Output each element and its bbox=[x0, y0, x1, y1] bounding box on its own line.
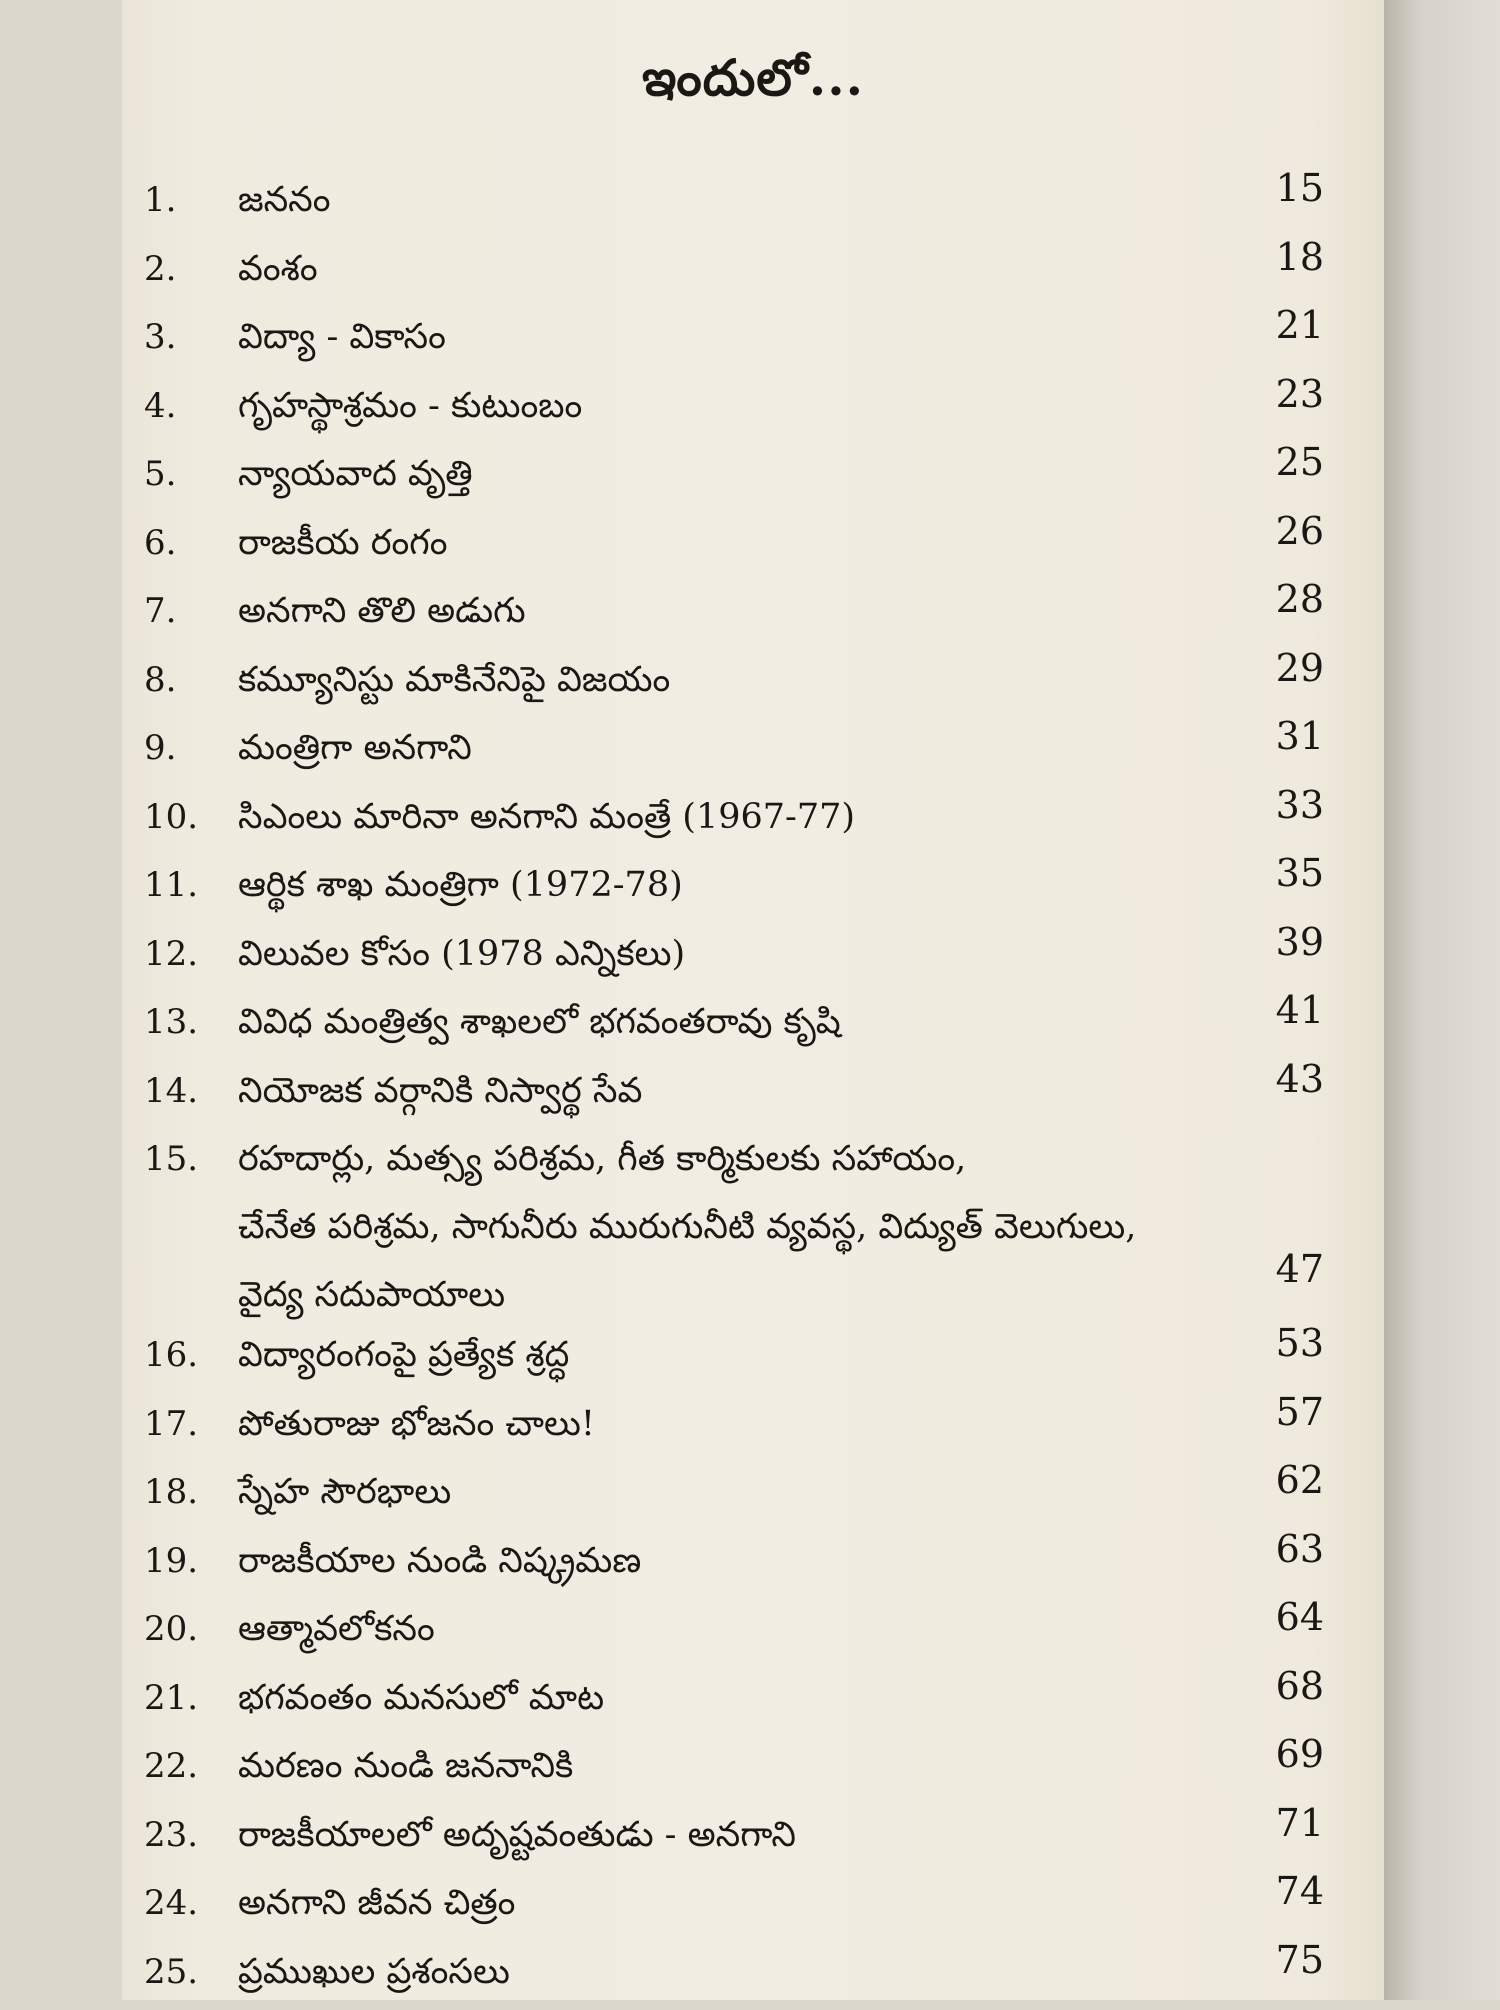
table-of-contents bbox=[144, 170, 1324, 2010]
entry-page-number: 18 bbox=[1276, 227, 1324, 287]
entry-title: రాజకీయ రంగం bbox=[234, 513, 1324, 573]
entry-page-number: 21 bbox=[1276, 295, 1324, 355]
toc-entry bbox=[144, 1394, 1324, 1463]
entry-number: 20. bbox=[144, 1599, 234, 1659]
toc-entry bbox=[144, 1325, 1324, 1394]
toc-entry bbox=[144, 1462, 1324, 1531]
entry-title: రాజకీయాలలో అదృష్టవంతుడు - అనగాని bbox=[234, 1805, 1324, 1865]
entry-title: రాజకీయాల నుండి నిష్క్రమణ bbox=[234, 1531, 1324, 1591]
entry-number: 7. bbox=[144, 581, 234, 641]
toc-entry bbox=[144, 1061, 1324, 1130]
toc-entry bbox=[144, 239, 1324, 308]
entry-number: 5. bbox=[144, 444, 234, 504]
entry-page-number: 28 bbox=[1276, 569, 1324, 629]
entry-page-number: 64 bbox=[1276, 1587, 1324, 1647]
entry-title: వంశం bbox=[234, 239, 1324, 299]
entry-page-number: 23 bbox=[1276, 364, 1324, 424]
entry-number: 11. bbox=[144, 855, 234, 915]
page-title: ఇందులో... bbox=[122, 48, 1384, 120]
entry-title: గృహస్థాశ్రమం - కుటుంబం bbox=[234, 376, 1324, 436]
entry-number: 3. bbox=[144, 307, 234, 367]
entry-page-number: 71 bbox=[1276, 1793, 1324, 1853]
entry-number: 19. bbox=[144, 1531, 234, 1591]
entry-number: 1. bbox=[144, 170, 234, 230]
entry-title: న్యాయవాద వృత్తి bbox=[234, 444, 1324, 504]
entry-title: అనగాని తొలి అడుగు bbox=[234, 581, 1324, 641]
entry-number: 23. bbox=[144, 1805, 234, 1865]
entry-title: స్నేహ సౌరభాలు bbox=[234, 1462, 1324, 1522]
toc-entry bbox=[144, 1873, 1324, 1942]
entry-page-number: 31 bbox=[1276, 706, 1324, 766]
entry-title: నియోజక వర్గానికి నిస్వార్థ సేవ bbox=[234, 1061, 1324, 1121]
toc-entry bbox=[144, 924, 1324, 993]
toc-entry bbox=[144, 1805, 1324, 1874]
entry-number: 24. bbox=[144, 1873, 234, 1933]
entry-title-line: చేనేత పరిశ్రమ, సాగునీరు మురుగునీటి వ్యవస్థ, విద్యుత్ వెలుగులు, bbox=[238, 1197, 1324, 1257]
entry-title: ఆత్మావలోకనం bbox=[234, 1599, 1324, 1659]
entry-page-number: 39 bbox=[1276, 912, 1324, 972]
toc-entry bbox=[144, 992, 1324, 1061]
entry-number: 2. bbox=[144, 239, 234, 299]
entry-title: సిఎంలు మారినా అనగాని మంత్రే (1967-77) bbox=[234, 787, 1324, 847]
entry-page-number: 62 bbox=[1276, 1450, 1324, 1510]
entry-title bbox=[234, 1129, 1324, 1325]
entry-title: అనగాని జీవన చిత్రం bbox=[234, 1873, 1324, 1933]
entry-number: 22. bbox=[144, 1736, 234, 1796]
entry-number: 17. bbox=[144, 1394, 234, 1454]
entry-page-number: 63 bbox=[1276, 1519, 1324, 1579]
entry-title: విద్యా - వికాసం bbox=[234, 307, 1324, 367]
entry-number: 18. bbox=[144, 1462, 234, 1522]
toc-entry bbox=[144, 513, 1324, 582]
toc-entry bbox=[144, 307, 1324, 376]
entry-title: జననం bbox=[234, 170, 1324, 230]
entry-number: 10. bbox=[144, 787, 234, 847]
toc-entry bbox=[144, 718, 1324, 787]
toc-entry bbox=[144, 1531, 1324, 1600]
entry-title-line: వైద్య సదుపాయాలు bbox=[238, 1265, 1324, 1325]
entry-page-number: 26 bbox=[1276, 501, 1324, 561]
entry-number: 6. bbox=[144, 513, 234, 573]
page-edge-shadow bbox=[1384, 0, 1500, 2000]
toc-entry bbox=[144, 787, 1324, 856]
toc-entry bbox=[144, 650, 1324, 719]
entry-number: 9. bbox=[144, 718, 234, 778]
entry-title-line: రహదార్లు, మత్స్య పరిశ్రమ, గీత కార్మికులకు సహాయం, bbox=[238, 1129, 1324, 1189]
entry-page-number: 41 bbox=[1276, 980, 1324, 1040]
entry-title: విలువల కోసం (1978 ఎన్నికలు) bbox=[234, 924, 1324, 984]
entry-page-number: 75 bbox=[1276, 1930, 1324, 1990]
entry-page-number: 25 bbox=[1276, 432, 1324, 492]
entry-page-number: 69 bbox=[1276, 1724, 1324, 1784]
entry-number: 25. bbox=[144, 1942, 234, 2002]
entry-page-number: 68 bbox=[1276, 1656, 1324, 1716]
entry-title: పోతురాజు భోజనం చాలు! bbox=[234, 1394, 1324, 1454]
toc-entry bbox=[144, 1129, 1324, 1325]
entry-page-number: 43 bbox=[1276, 1049, 1324, 1109]
toc-entry bbox=[144, 581, 1324, 650]
entry-number: 13. bbox=[144, 992, 234, 1052]
toc-entry bbox=[144, 170, 1324, 239]
toc-entry bbox=[144, 855, 1324, 924]
toc-entry bbox=[144, 1736, 1324, 1805]
book-page bbox=[122, 0, 1384, 2000]
entry-page-number: 53 bbox=[1276, 1313, 1324, 1373]
entry-number: 4. bbox=[144, 376, 234, 436]
toc-entry bbox=[144, 1599, 1324, 1668]
toc-entry bbox=[144, 1668, 1324, 1737]
entry-page-number: 15 bbox=[1276, 158, 1324, 218]
entry-title: వివిధ మంత్రిత్వ శాఖలలో భగవంతరావు కృషి bbox=[234, 992, 1324, 1052]
entry-number: 15. bbox=[144, 1129, 234, 1189]
entry-number: 12. bbox=[144, 924, 234, 984]
toc-entry bbox=[144, 444, 1324, 513]
entry-title: కమ్యూనిస్టు మాకినేనిపై విజయం bbox=[234, 650, 1324, 710]
entry-title: మరణం నుండి జననానికి bbox=[234, 1736, 1324, 1796]
entry-title: ఆర్థిక శాఖ మంత్రిగా (1972-78) bbox=[234, 855, 1324, 915]
entry-number: 16. bbox=[144, 1325, 234, 1385]
entry-page-number: 57 bbox=[1276, 1382, 1324, 1442]
entry-title: విద్యారంగంపై ప్రత్యేక శ్రద్ధ bbox=[234, 1325, 1324, 1385]
entry-page-number: 33 bbox=[1276, 775, 1324, 835]
entry-title: మంత్రిగా అనగాని bbox=[234, 718, 1324, 778]
toc-entry bbox=[144, 376, 1324, 445]
entry-page-number: 35 bbox=[1276, 843, 1324, 903]
entry-number: 21. bbox=[144, 1668, 234, 1728]
entry-page-number: 47 bbox=[1276, 1239, 1324, 1299]
entry-title: ప్రముఖుల ప్రశంసలు bbox=[234, 1942, 1324, 2002]
entry-page-number: 74 bbox=[1276, 1861, 1324, 1921]
entry-number: 14. bbox=[144, 1061, 234, 1121]
entry-number: 8. bbox=[144, 650, 234, 710]
entry-page-number: 29 bbox=[1276, 638, 1324, 698]
entry-title: భగవంతం మనసులో మాట bbox=[234, 1668, 1324, 1728]
